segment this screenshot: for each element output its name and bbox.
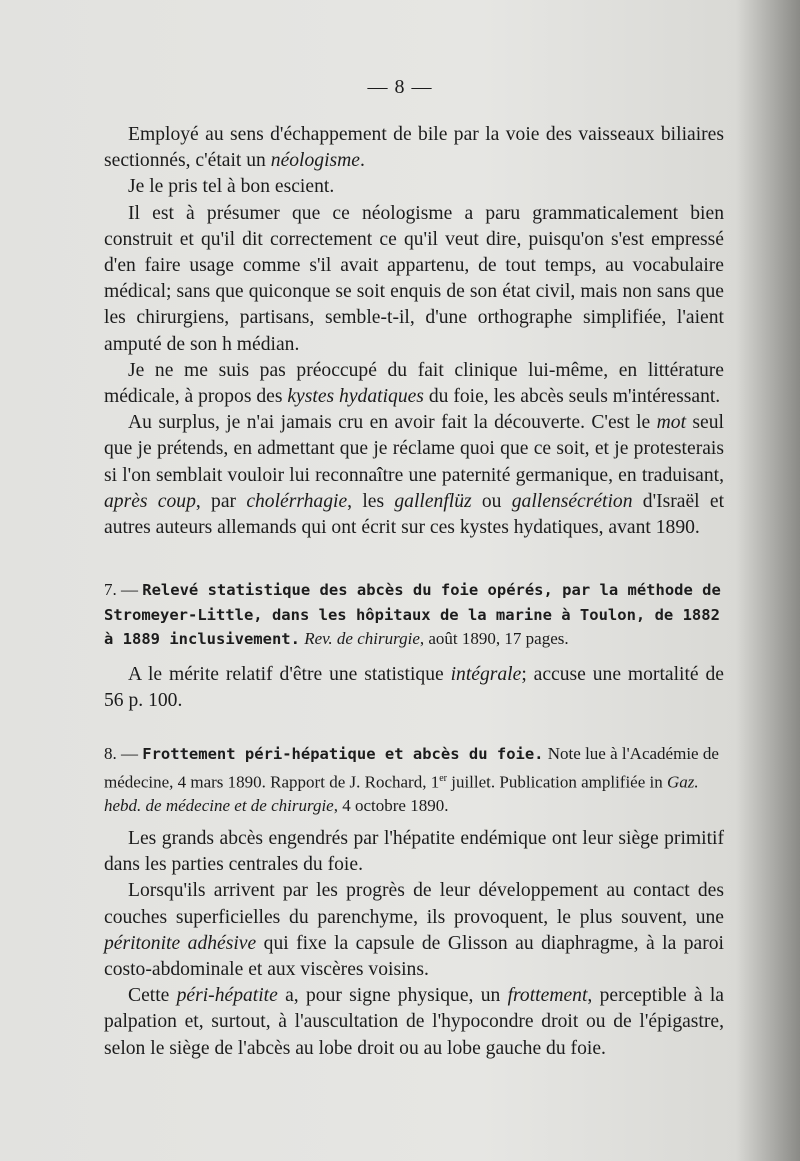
entry-heading — [104, 742, 724, 817]
entry-description: juillet. Publication amplifiée in — [446, 772, 667, 792]
entry-title: Relevé statistique des abcès du foie opérés, par la méthode de Stromeyer-Little, dans les hôpitaux de la marine à Toulon, de 1882 à 1889 inclusivement. — [104, 581, 721, 648]
entry-number: 7. — — [104, 580, 143, 599]
paragraph: Au surplus, je n'ai jamais cru en avoir fait la découverte. C'est le mot seul que je prétends, en admettant que je réclame quoi que ce soit, et je protesterais si l'on semblait vouloir lui reconnaître une paternité germanique, en traduisant, après coup, par cholérrhagie, les gallenflüz ou gallensécrétion d'Israël et autres auteurs allemands qui ont écrit sur ces kystes hydatiques, avant 1890. — [104, 412, 725, 539]
entry-number: 8. — — [104, 744, 143, 763]
entry-title: Frottement péri-hépatique et abcès du foie. — [142, 745, 544, 763]
entry-8-body — [104, 826, 724, 1062]
paragraph: Cette péri-hépatite a, pour signe physique, un frottement, perceptible à la palpation et, surtout, à l'auscultation de l'hypocondre droit ou de l'épigastre, selon le siège de l'abcès au lobe droit ou au lobe gauche du foie. — [104, 985, 724, 1059]
superscript: er — [439, 772, 447, 784]
entry-heading — [104, 578, 724, 652]
entry-reference: Gaz. hebd. de médecine et de chirurgie — [104, 772, 699, 815]
paragraph: Lorsqu'ils arrivent par les progrès de leur développement au contact des couches superficielles du parenchyme, ils provoquent, le plus souvent, une péritonite adhésive qui fixe la capsule de Glisson au diaphragme, à la paroi costo-abdominale et aux viscères voisins. — [104, 880, 724, 981]
paragraph: Je le pris tel à bon escient. — [128, 176, 335, 198]
paragraph: Employé au sens d'échappement de bile par la voie des vaisseaux biliaires sectionnés, c'était un néologisme. — [104, 124, 724, 172]
paragraph: Il est à présumer que ce néologisme a paru grammaticalement bien construit et qu'il dit correctement ce qu'il veut dire, puisqu'on s'est empressé d'en faire usage comme s'il avait appartenu, de tout temps, au vocabulaire médical; sans que quiconque se soit enquis de son état civil, mais non sans que les chirurgiens, partisans, semble-t-il, d'une orthographe simplifiée, l'aient amputé de son h médian. — [104, 202, 724, 355]
paragraph: Les grands abcès engendrés par l'hépatite endémique ont leur siège primitif dans les parties centrales du foie. — [104, 828, 724, 876]
paragraph: A le mérite relatif d'être une statistique intégrale; accuse une mortalité de 56 p. 100. — [104, 664, 724, 712]
entry-reference: Rev. de chirurgie — [304, 629, 420, 648]
bibliography-entry-7 — [104, 578, 724, 652]
bibliography-entry-8 — [104, 742, 724, 817]
paragraph: Je ne me suis pas préoccupé du fait clinique lui-même, en littérature médicale, à propos des kystes hydatiques du foie, les abcès seuls m'intéressant. — [104, 359, 724, 408]
page-number: — 8 — — [367, 76, 433, 98]
intro-section — [104, 122, 724, 541]
entry-description: , 4 octobre 1890. — [333, 795, 449, 815]
entry-description: Note lue à l'Académie de médecine, 4 mars 1890. Rapport de J. Rochard, 1 — [104, 744, 719, 792]
entry-7-body — [104, 662, 724, 714]
entry-reference-details: , août 1890, 17 pages. — [419, 629, 569, 648]
